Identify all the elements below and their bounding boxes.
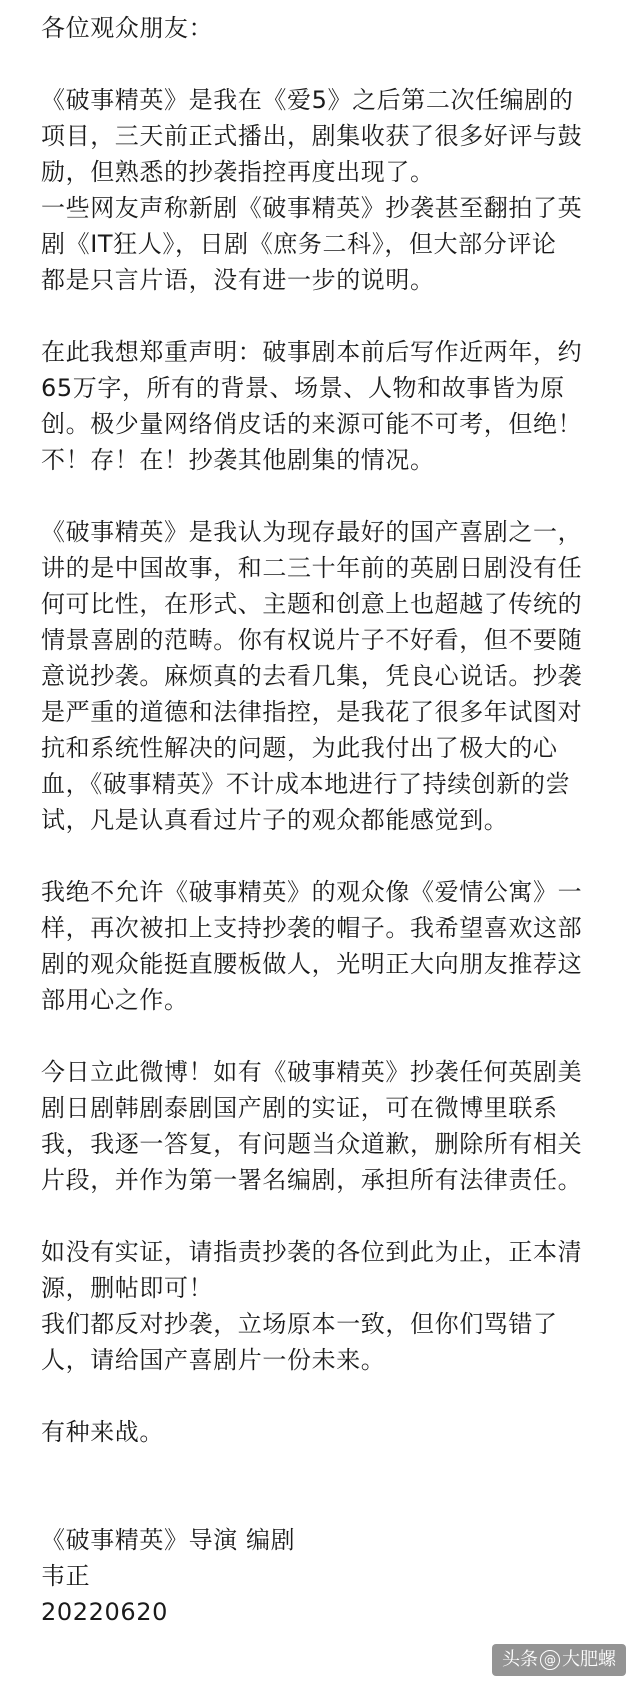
- paragraph-line: 我们都反对抄袭，立场原本一致，但你们骂错了: [41, 1310, 558, 1338]
- paragraph-5: [41, 1054, 621, 1198]
- paragraph-line: 部用心之作。: [41, 986, 189, 1014]
- paragraph-2: [41, 334, 621, 478]
- paragraph-line: 意说抄袭。麻烦真的去看几集，凭良心说话。抄袭: [41, 662, 583, 690]
- signature-block: [41, 1522, 621, 1630]
- watermark-prefix: 头条: [502, 1649, 538, 1670]
- paragraph-4: [41, 874, 621, 1018]
- paragraph-line: 抗和系统性解决的问题，为此我付出了极大的心: [41, 734, 558, 762]
- paragraph-line: 人，请给国产喜剧片一份未来。: [41, 1346, 386, 1374]
- paragraph-line: 《破事精英》是我在《爱5》之后第二次任编剧的: [41, 86, 574, 114]
- paragraph-line: 《破事精英》是我认为现存最好的国产喜剧之一，: [41, 518, 583, 546]
- paragraph-line: 是严重的道德和法律指控，是我花了很多年试图对: [41, 698, 583, 726]
- watermark-handle: 大肥螺: [562, 1649, 616, 1670]
- paragraph-line: 源，删帖即可！: [41, 1274, 214, 1302]
- paragraph-line: 我，我逐一答复，有问题当众道歉，删除所有相关: [41, 1130, 583, 1158]
- toutiao-watermark: [492, 1644, 626, 1676]
- paragraph-line: 如没有实证，请指责抄袭的各位到此为止，正本清: [41, 1238, 583, 1266]
- statement-document: [41, 10, 621, 1630]
- paragraph-line: 都是只言片语，没有进一步的说明。: [41, 266, 435, 294]
- paragraph-line: 试，凡是认真看过片子的观众都能感觉到。: [41, 806, 509, 834]
- paragraph-line: 样，再次被扣上支持抄袭的帽子。我希望喜欢这部: [41, 914, 583, 942]
- paragraph-line: 讲的是中国故事，和二三十年前的英剧日剧没有任: [41, 554, 583, 582]
- paragraph-1: [41, 82, 621, 298]
- paragraph-line: 不！存！在！抄袭其他剧集的情况。: [41, 446, 435, 474]
- signature-date: 20220620: [41, 1598, 168, 1626]
- paragraph-line: 剧日剧韩剧泰剧国产剧的实证，可在微博里联系: [41, 1094, 558, 1122]
- paragraph-3: [41, 514, 621, 838]
- salutation: 各位观众朋友：: [41, 14, 214, 42]
- paragraph-line: 情景喜剧的范畴。你有权说片子不好看，但不要随: [41, 626, 583, 654]
- signature-name: 韦正: [41, 1562, 91, 1590]
- signature-role: 《破事精英》导演 编剧: [41, 1526, 296, 1554]
- paragraph-line: 我绝不允许《破事精英》的观众像《爱情公寓》一: [41, 878, 583, 906]
- paragraph-line: 65万字，所有的背景、场景、人物和故事皆为原: [41, 374, 565, 402]
- paragraph-line: 剧《IT狂人》，日剧《庶务二科》，但大部分评论: [41, 230, 557, 258]
- paragraph-line: 创。极少量网络俏皮话的来源可能不可考，但绝！: [41, 410, 583, 438]
- paragraph-line: 片段，并作为第一署名编剧，承担所有法律责任。: [41, 1166, 583, 1194]
- paragraph-line: 剧的观众能挺直腰板做人，光明正大向朋友推荐这: [41, 950, 583, 978]
- paragraph-line: 项目，三天前正式播出，剧集收获了很多好评与鼓: [41, 122, 583, 150]
- at-icon: @: [540, 1650, 560, 1670]
- paragraph-line: 一些网友声称新剧《破事精英》抄袭甚至翻拍了英: [41, 194, 583, 222]
- paragraph-6: [41, 1234, 621, 1378]
- paragraph-line: 今日立此微博！如有《破事精英》抄袭任何英剧美: [41, 1058, 583, 1086]
- paragraph-line: 励，但熟悉的抄袭指控再度出现了。: [41, 158, 435, 186]
- paragraph-line: 血，《破事精英》不计成本地进行了持续创新的尝: [41, 770, 571, 798]
- paragraph-line: 在此我想郑重声明：破事剧本前后写作近两年，约: [41, 338, 583, 366]
- paragraph-line: 有种来战。: [41, 1418, 164, 1446]
- paragraph-7: [41, 1414, 621, 1450]
- paragraph-line: 何可比性，在形式、主题和创意上也超越了传统的: [41, 590, 583, 618]
